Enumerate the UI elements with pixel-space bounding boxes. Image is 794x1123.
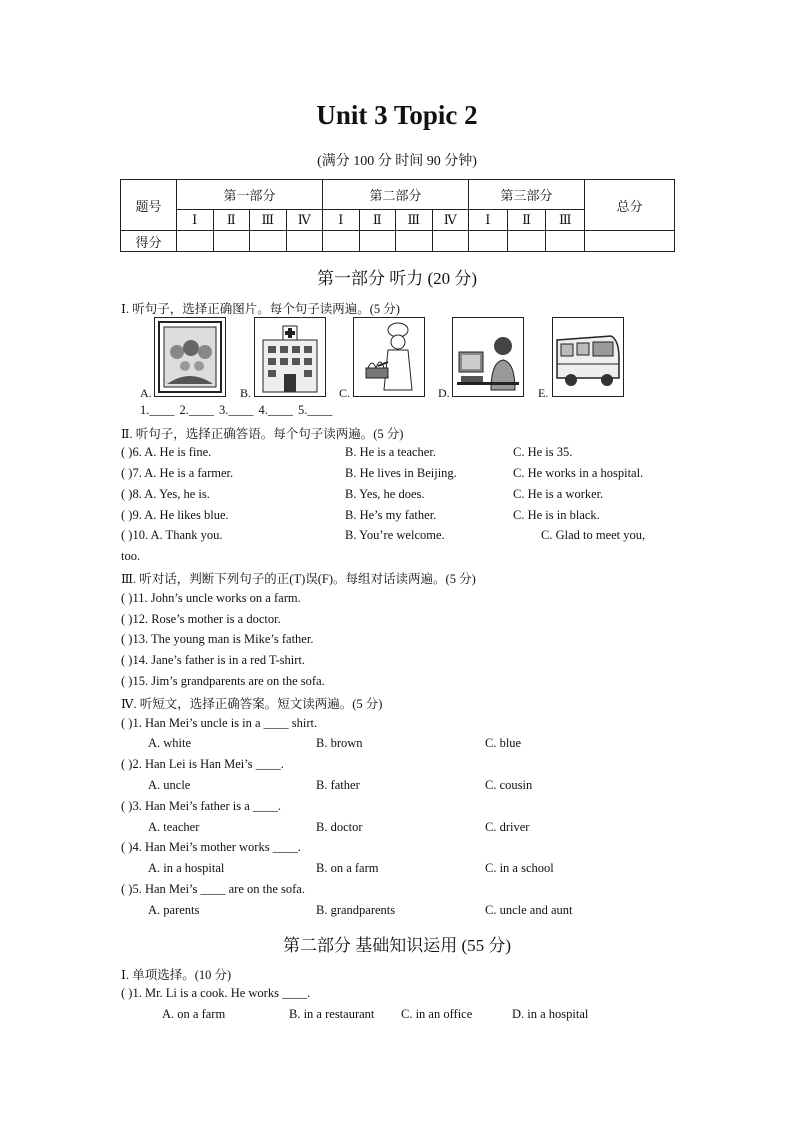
score-cell (432, 231, 469, 252)
score-cell (359, 231, 396, 252)
score-table (120, 179, 675, 252)
option-c: C. Glad to meet you, (541, 528, 646, 542)
option-b: B. in a restaurant (289, 1007, 375, 1021)
score-cell (546, 231, 585, 252)
question-10-wrap: too. (121, 549, 141, 563)
option-b: B. on a farm (316, 861, 379, 875)
score-cell (286, 231, 323, 252)
option-b: B. He lives in Beijing. (345, 466, 457, 480)
score-cell (507, 231, 546, 252)
cook-icon (353, 317, 425, 397)
col-1-3: Ⅲ (250, 210, 287, 231)
option-b: B. He’s my father. (345, 508, 437, 522)
option-c: C. blue (485, 736, 522, 750)
question-12: ( )12. Rose’s mother is a doctor. (121, 612, 281, 626)
col-1-4: Ⅳ (286, 210, 323, 231)
p2-s1-head: Ⅰ. 单项选择。(10 分) (121, 968, 232, 982)
pic-label-a: A. (140, 386, 152, 400)
question-8: ( )8. A. Yes, he is. (121, 487, 210, 501)
question-14: ( )14. Jane’s father is in a red T-shirt. (121, 653, 305, 667)
question-13: ( )13. The young man is Mike’s father. (121, 632, 314, 646)
question-10: ( )10. A. Thank you. (121, 528, 223, 542)
option-b: B. brown (316, 736, 363, 750)
pic-label-d: D. (438, 386, 450, 400)
question-7: ( )7. A. He is a farmer. (121, 466, 234, 480)
part2-header: 第二部分 (323, 180, 469, 210)
option-b: B. Yes, he does. (345, 487, 425, 501)
option-c: C. He is 35. (513, 445, 573, 459)
family-photo-icon (154, 317, 226, 397)
score-cell (177, 231, 214, 252)
s4-question-1: ( )1. Han Mei’s uncle is in a ____ shirt. (121, 716, 318, 730)
p1-s2-head: Ⅱ. 听句子，选择正确答语。每个句子读两遍。(5 分) (121, 427, 404, 441)
part2-title: 第二部分 基础知识运用 (55 分) (282, 936, 512, 955)
p1-s4-head: Ⅳ. 听短文，选择正确答案。短文读两遍。(5 分) (121, 697, 383, 711)
question-15: ( )15. Jim’s grandparents are on the sofa. (121, 674, 325, 688)
pic-label-e: E. (538, 386, 549, 400)
p1-s1-head: Ⅰ. 听句子，选择正确图片。每个句子读两遍。(5 分) (121, 302, 400, 316)
question-6: ( )6. A. He is fine. (121, 445, 212, 459)
col-3-3: Ⅲ (546, 210, 585, 231)
option-c: C. He works in a hospital. (513, 466, 644, 480)
score-cell (585, 231, 675, 252)
bus-icon (552, 317, 624, 397)
part1-title: 第一部分 听力 (20 分) (316, 269, 478, 288)
option-b: B. grandparents (316, 903, 396, 917)
option-b: B. You’re welcome. (345, 528, 445, 542)
p1-s3-head: Ⅲ. 听对话，判断下列句子的正(T)误(F)。每组对话读两遍。(5 分) (121, 572, 476, 586)
row-label-question: 题号 (121, 180, 177, 231)
score-cell (250, 231, 287, 252)
option-c: C. cousin (485, 778, 533, 792)
option-c: C. driver (485, 820, 530, 834)
option-b: B. father (316, 778, 360, 792)
col-1-1: Ⅰ (177, 210, 214, 231)
option-a: A. teacher (148, 820, 200, 834)
s4-question-3: ( )3. Han Mei’s father is a ____. (121, 799, 282, 813)
col-3-2: Ⅱ (507, 210, 546, 231)
score-cell (396, 231, 433, 252)
option-c: C. uncle and aunt (485, 903, 573, 917)
option-c: C. in a school (485, 861, 554, 875)
s4-question-5: ( )5. Han Mei’s ____ are on the sofa. (121, 882, 305, 896)
col-2-2: Ⅱ (359, 210, 396, 231)
option-a: A. parents (148, 903, 200, 917)
option-a: A. in a hospital (148, 861, 225, 875)
score-cell (469, 231, 508, 252)
col-3-1: Ⅰ (469, 210, 508, 231)
question-11: ( )11. John’s uncle works on a farm. (121, 591, 301, 605)
s4-question-2: ( )2. Han Lei is Han Mei’s ____. (121, 757, 284, 771)
col-2-1: Ⅰ (323, 210, 360, 231)
hospital-icon (254, 317, 326, 397)
option-a: A. uncle (148, 778, 191, 792)
pic-label-b: B. (240, 386, 252, 400)
col-2-3: Ⅲ (396, 210, 433, 231)
office-worker-icon (452, 317, 524, 397)
option-b: B. He is a teacher. (345, 445, 436, 459)
option-b: B. doctor (316, 820, 363, 834)
option-c: C. in an office (401, 1007, 473, 1021)
pic-label-c: C. (339, 386, 351, 400)
s4-question-4: ( )4. Han Mei’s mother works ____. (121, 840, 301, 854)
question-9: ( )9. A. He likes blue. (121, 508, 229, 522)
p2-question-1: ( )1. Mr. Li is a cook. He works ____. (121, 986, 311, 1000)
page-subtitle: (满分 100 分 时间 90 分钟) (317, 154, 477, 169)
option-a: A. on a farm (162, 1007, 226, 1021)
col-1-2: Ⅱ (213, 210, 250, 231)
col-2-4: Ⅳ (432, 210, 469, 231)
part3-header: 第三部分 (469, 180, 585, 210)
answer-blanks: 1.____ 2.____ 3.____ 4.____ 5.____ (140, 403, 333, 417)
row-label-score: 得分 (121, 231, 177, 252)
option-c: C. He is in black. (513, 508, 600, 522)
total-header: 总分 (585, 180, 675, 231)
option-c: C. He is a worker. (513, 487, 604, 501)
part1-header: 第一部分 (177, 180, 323, 210)
score-cell (213, 231, 250, 252)
page-title: Unit 3 Topic 2 (316, 100, 478, 130)
option-d: D. in a hospital (512, 1007, 589, 1021)
option-a: A. white (148, 736, 192, 750)
score-cell (323, 231, 360, 252)
